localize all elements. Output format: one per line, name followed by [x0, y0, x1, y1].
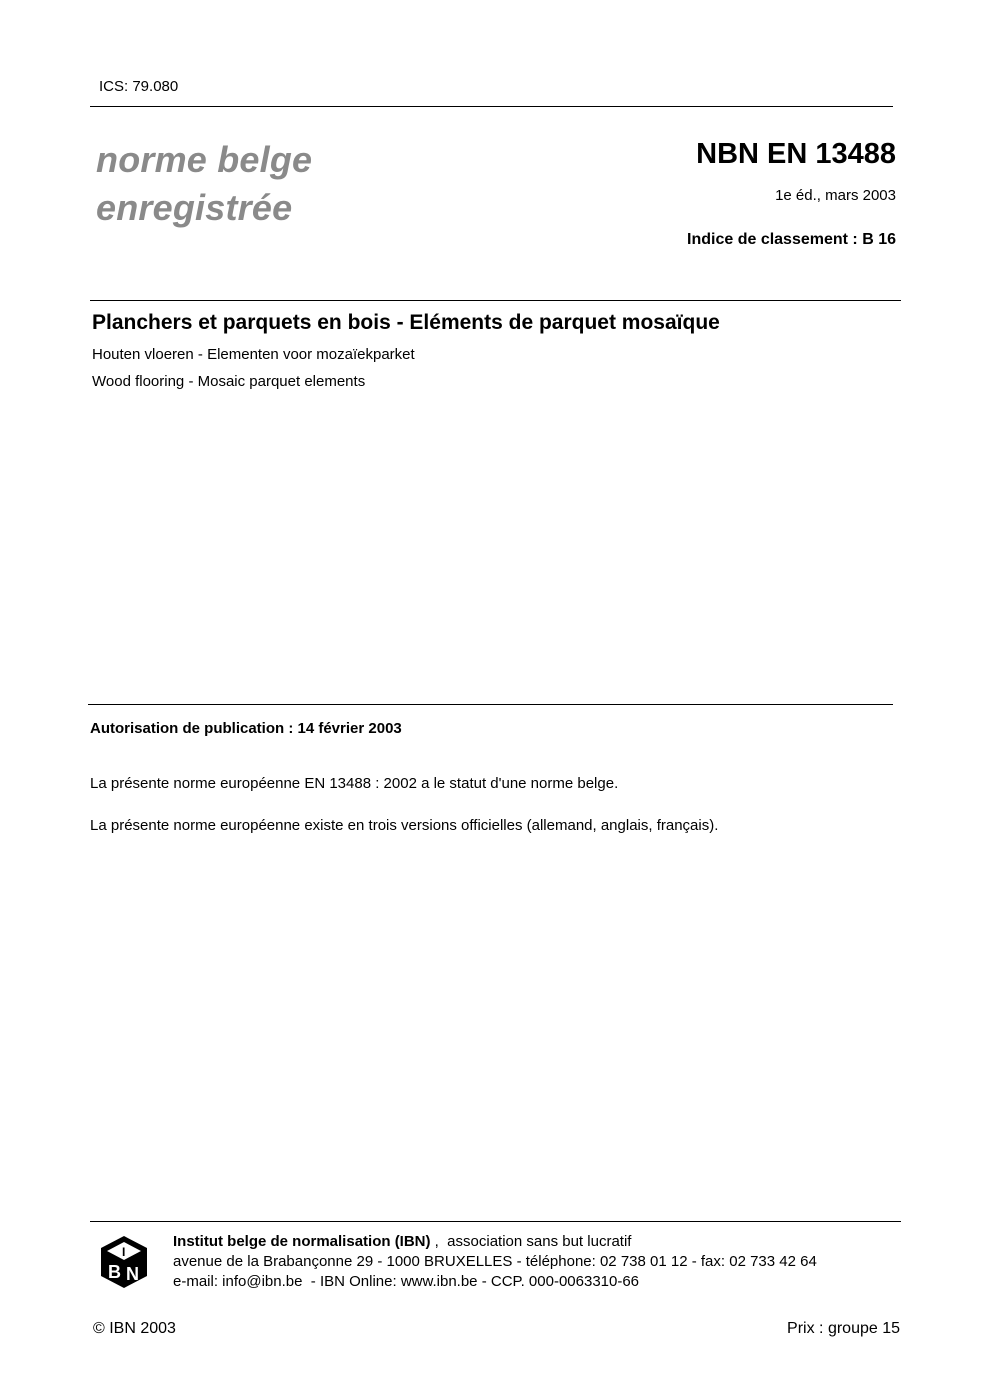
edition-info: 1e éd., mars 2003: [775, 187, 896, 204]
publication-authorisation: Autorisation de publication : 14 février 2003: [90, 720, 402, 737]
institute-line: [173, 1232, 817, 1252]
title-english: Wood flooring - Mosaic parquet elements: [92, 373, 366, 390]
title-divider: [90, 300, 901, 301]
institute-address: avenue de la Brabançonne 29 - 1000 BRUXELLES - téléphone: 02 738 01 12 - fax: 02 733 42 64: [173, 1253, 817, 1270]
top-divider: [90, 106, 893, 107]
brand-label: [96, 136, 312, 232]
brand-line-2: enregistrée: [96, 187, 293, 228]
logo-letter-i: I: [122, 1245, 126, 1259]
status-paragraph: La présente norme européenne EN 13488 : 2002 a le statut d'une norme belge.: [90, 775, 619, 792]
price-group: Prix : groupe 15: [787, 1320, 900, 1337]
standard-number: NBN EN 13488: [696, 138, 896, 170]
institute-info: [173, 1232, 817, 1292]
copyright: © IBN 2003: [93, 1320, 176, 1337]
title-dutch: Houten vloeren - Elementen voor mozaïekparket: [92, 346, 415, 363]
classification-index: Indice de classement : B 16: [687, 231, 896, 248]
institute-contact: e-mail: info@ibn.be - IBN Online: www.ibn.be - CCP. 000-0063310-66: [173, 1273, 640, 1290]
ibn-logo-icon: [99, 1234, 149, 1290]
versions-paragraph: La présente norme européenne existe en trois versions officielles (allemand, anglais, français).: [90, 817, 719, 834]
footer-divider: [90, 1221, 901, 1222]
institute-name: Institut belge de normalisation (IBN): [173, 1233, 431, 1250]
title-french: Planchers et parquets en bois - Eléments de parquet mosaïque: [92, 311, 720, 334]
logo-letter-b: B: [108, 1262, 121, 1282]
institute-suffix: , association sans but lucratif: [430, 1233, 632, 1250]
ics-code: ICS: 79.080: [99, 78, 179, 95]
brand-line-1: norme belge: [96, 139, 313, 180]
body-divider: [88, 704, 893, 705]
logo-letter-n: N: [126, 1264, 139, 1284]
